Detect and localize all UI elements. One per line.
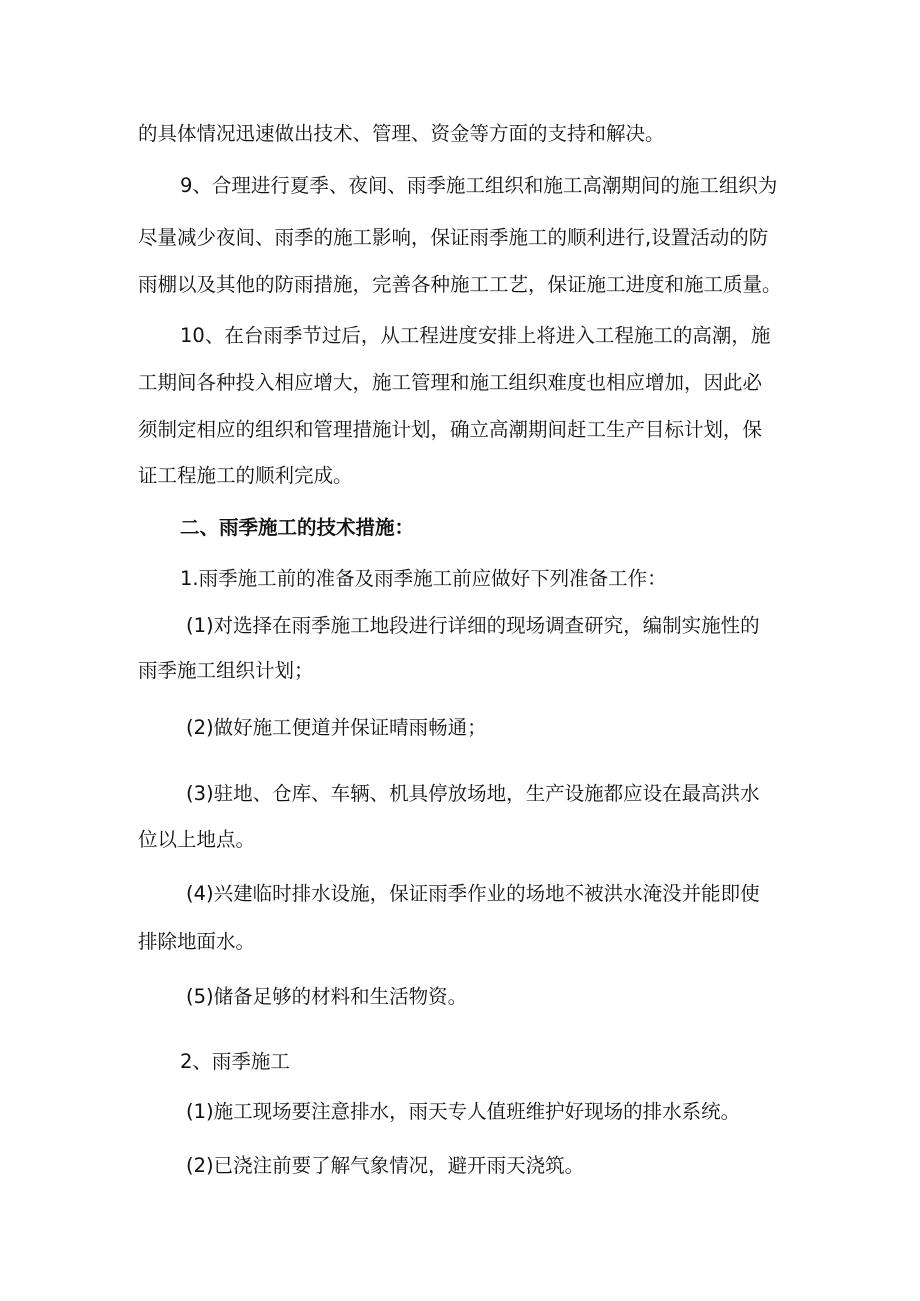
text-line: 雨棚以及其他的防雨措施，完善各种施工工艺，保证施工进度和施工质量。 <box>138 273 782 296</box>
text-line: 须制定相应的组织和管理措施计划，确立高潮期间赶工生产目标计划，保 <box>138 418 763 441</box>
text-line: 尽量减少夜间、雨季的施工影响，保证雨季施工的顺利进行,设置活动的防 <box>138 226 769 249</box>
list-item: (1)对选择在雨季施工地段进行详细的现场调查研究，编制实施性的 <box>186 614 760 637</box>
text-line: 10、在台雨季节过后，从工程进度安排上将进入工程施工的高潮，施 <box>180 324 771 347</box>
text-line: 雨季施工组织计划； <box>138 659 314 682</box>
list-item: (4)兴建临时排水设施，保证雨季作业的场地不被洪水淹没并能即使 <box>186 882 760 905</box>
text-line: 证工程施工的顺利完成。 <box>138 464 353 487</box>
list-item: (2)已浇注前要了解气象情况，避开雨天浇筑。 <box>186 1154 585 1177</box>
list-item: (3)驻地、仓库、车辆、机具停放场地，生产设施都应设在最高洪水 <box>186 782 760 805</box>
text-line: 位以上地点。 <box>138 828 256 851</box>
text-line: 9、合理进行夏季、夜间、雨季施工组织和施工高潮期间的施工组织为 <box>180 174 778 197</box>
list-item: (2)做好施工便道并保证晴雨畅通； <box>186 716 487 739</box>
text-line: 的具体情况迅速做出技术、管理、资金等方面的支持和解决。 <box>138 122 665 145</box>
list-item: (5)储备足够的材料和生活物资。 <box>186 985 468 1008</box>
text-line: 排除地面水。 <box>138 930 256 953</box>
list-item: (1)施工现场要注意排水，雨天专人值班维护好现场的排水系统。 <box>186 1100 741 1123</box>
section-heading: 二、雨季施工的技术措施： <box>180 516 415 539</box>
subsection-heading: 2、雨季施工 <box>180 1050 290 1073</box>
text-line: 工期间各种投入相应增大，施工管理和施工组织难度也相应增加，因此必 <box>138 371 763 394</box>
text-line: 1.雨季施工前的准备及雨季施工前应做好下列准备工作： <box>180 567 667 590</box>
